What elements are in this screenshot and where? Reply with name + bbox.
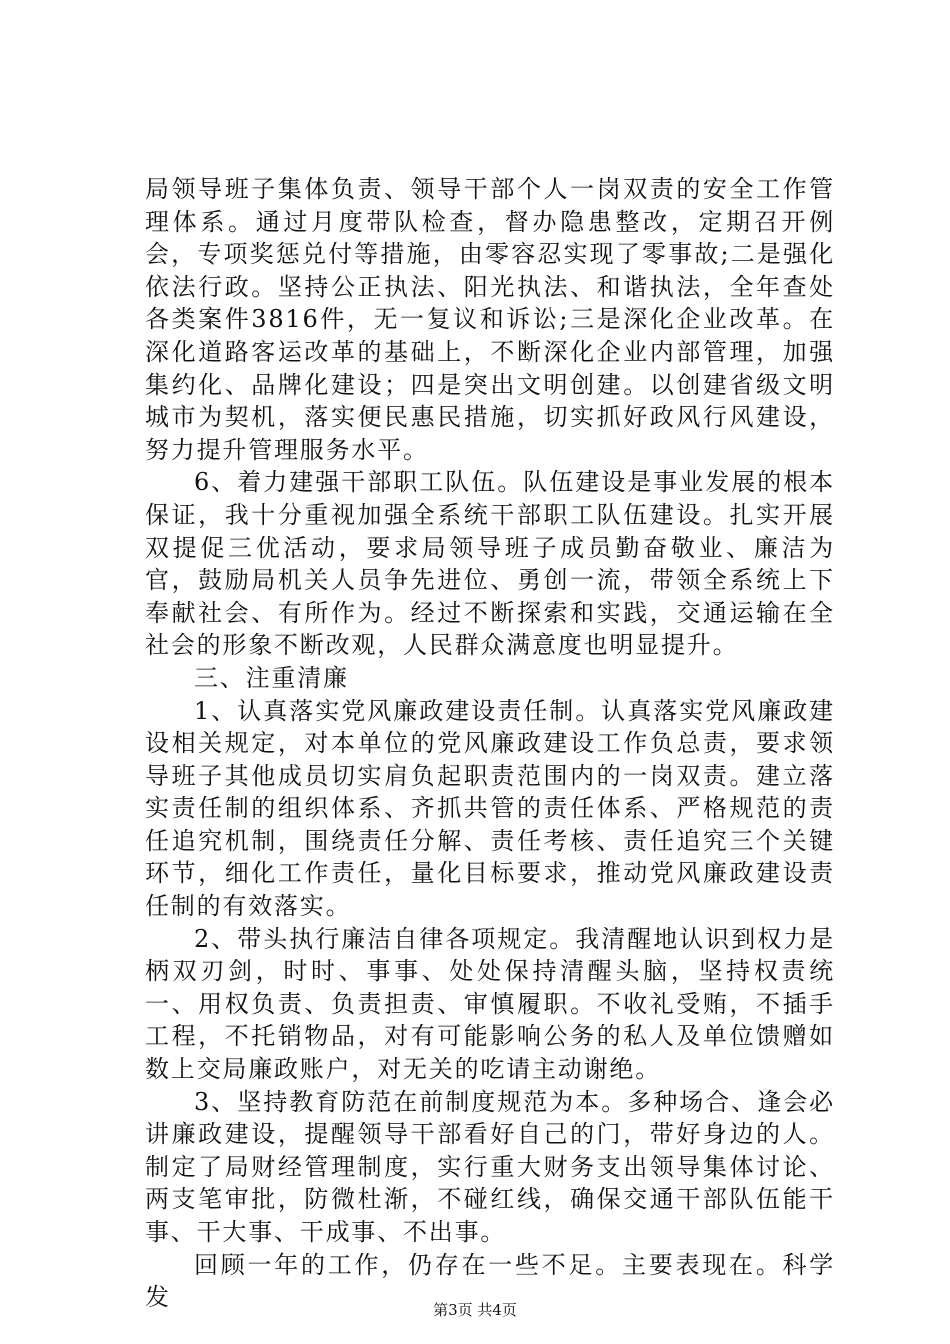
paragraph-responsibility-system: 1、认真落实党风廉政建设责任制。认真落实党风廉政建设相关规定，对本单位的党风廉政建设工作负总责，要求领导班子其他成员切实肩负起职责范围内的一岗双责。建立落实责任制的组织体系、齐抓共管的责任体系、严格规范的责任追究机制，围绕责任分解、责任考核、责任追究三个关键环节，细化工作责任，量化目标要求，推动党风廉政建设责任制的有效落实。: [145, 696, 835, 921]
paragraph-education-prevention: 3、坚持教育防范在前制度规范为本。多种场合、逢会必讲廉政建设，提醒领导干部看好自己的门，带好身边的人。制定了局财经管理制度，实行重大财务支出领导集体讨论、两支笔审批，防微杜渐，不碰红线，确保交通干部队伍能干事、干大事、干成事、不出事。: [145, 1087, 835, 1246]
section-heading-integrity: 三、注重清廉: [194, 663, 349, 692]
page-number-footer: 第3页 共4页: [433, 1301, 517, 1319]
paragraph-team-building: 6、着力建强干部职工队伍。队伍建设是事业发展的根本保证，我十分重视加强全系统干部职工队伍建设。扎实开展双提促三优活动，要求局领导班子成员勤奋敬业、廉洁为官，鼓励局机关人员争先进位、勇创一流，带领全系统上下奉献社会、有所作为。经过不断探索和实践，交通运输在全社会的形象不断改观，人民群众满意度也明显提升。: [145, 468, 835, 660]
paragraph-review: 回顾一年的工作，仍存在一些不足。主要表现在。科学发: [145, 1250, 835, 1312]
paragraph-self-discipline: 2、带头执行廉洁自律各项规定。我清醒地认识到权力是柄双刃剑，时时、事事、处处保持清醒头脑，坚持权责统一、用权负责、负责担责、审慎履职。不收礼受贿，不插手工程，不托销物品，对有可能影响公务的私人及单位馈赠如数上交局廉政账户，对无关的吃请主动谢绝。: [145, 924, 835, 1084]
paragraph-safety-system: 局领导班子集体负责、领导干部个人一岗双责的安全工作管理体系。通过月度带队检查，督办隐患整改，定期召开例会，专项奖惩兑付等措施，由零容忍实现了零事故;二是强化依法行政。坚持公正执法、阳光执法、和谐执法，全年查处各类案件3816件，无一复议和诉讼;三是深化企业改革。在深化道路客运改革的基础上，不断深化企业内部管理，加强集约化、品牌化建设；四是突出文明创建。以创建省级文明城市为契机，落实便民惠民措施，切实抓好政风行风建设，努力提升管理服务水平。: [145, 175, 835, 464]
document-body: [145, 173, 835, 1314]
